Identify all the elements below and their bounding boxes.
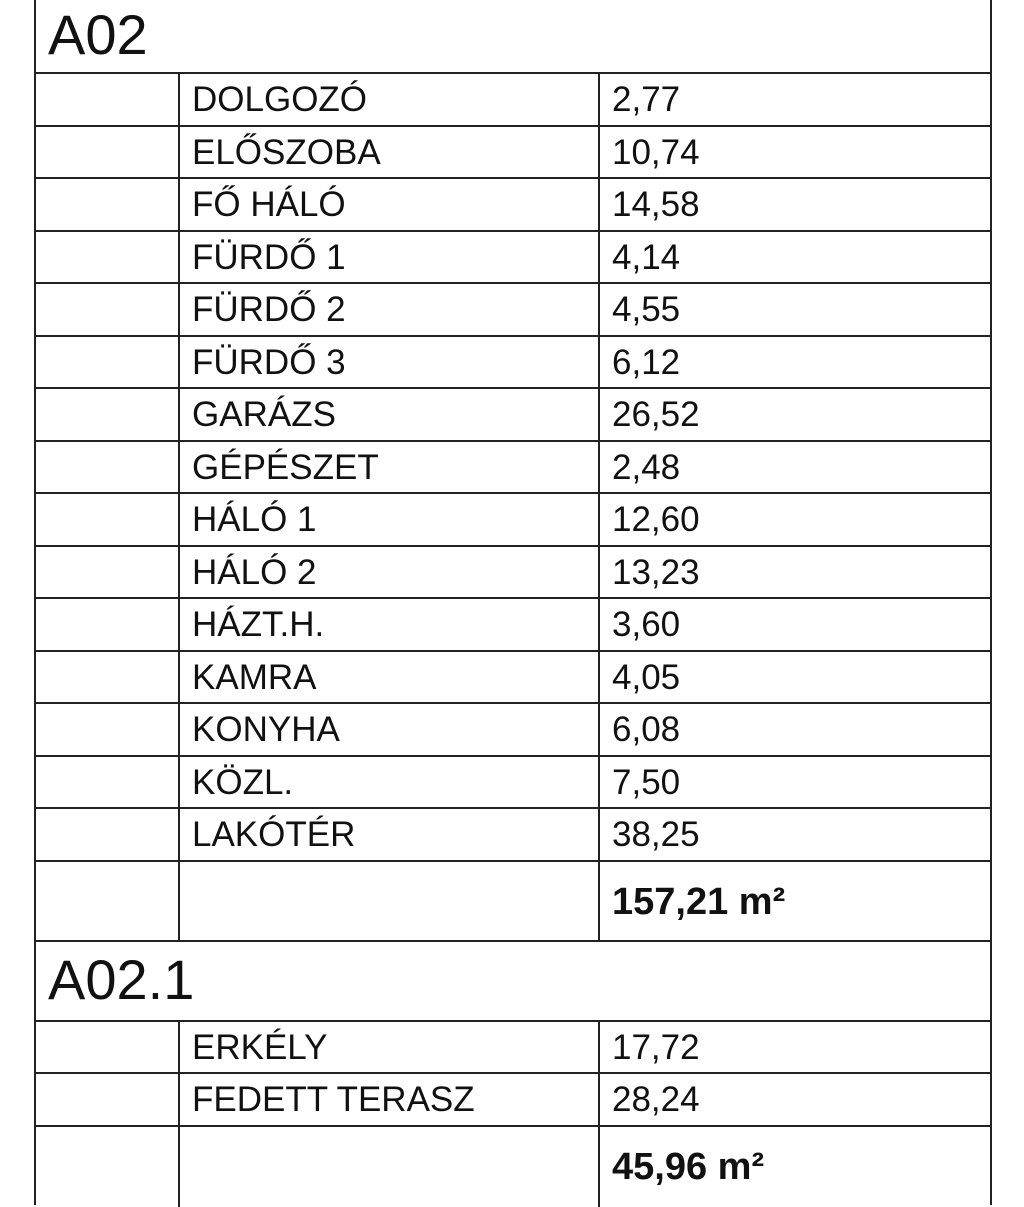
room-name: FÜRDŐ 3 <box>180 337 600 388</box>
total-row <box>36 1127 990 1207</box>
table-row <box>36 1022 990 1075</box>
table-row <box>36 284 990 337</box>
room-area: 6,12 <box>612 342 681 382</box>
table-row <box>36 389 990 442</box>
room-area: 6,08 <box>612 710 681 749</box>
room-area: 7,50 <box>612 762 681 802</box>
room-name: KONYHA <box>180 704 600 755</box>
table-row <box>36 757 990 810</box>
room-name: FEDETT TERASZ <box>180 1074 600 1125</box>
room-name: HÁLÓ 2 <box>180 547 600 598</box>
room-name: GARÁZS <box>180 389 600 440</box>
room-area: 2,48 <box>612 447 681 487</box>
total-area: 45,96 m² <box>612 1145 765 1188</box>
room-area: 10,74 <box>612 132 700 172</box>
room-name: KAMRA <box>180 652 600 703</box>
room-area: 26,52 <box>612 395 700 434</box>
room-area: 13,23 <box>612 552 700 592</box>
table-row <box>36 547 990 600</box>
room-area: 12,60 <box>612 500 700 539</box>
room-area-table <box>34 0 992 1205</box>
room-area: 17,72 <box>612 1027 700 1067</box>
table-row <box>36 1074 990 1127</box>
table-row <box>36 337 990 390</box>
table-row <box>36 442 990 495</box>
room-name: ELŐSZOBA <box>180 127 600 178</box>
room-area: 14,58 <box>612 185 700 224</box>
room-area: 4,55 <box>612 290 681 329</box>
table-row <box>36 127 990 180</box>
room-name: LAKÓTÉR <box>180 809 600 860</box>
room-area: 28,24 <box>612 1080 700 1119</box>
table-row <box>36 74 990 127</box>
room-area: 38,25 <box>612 815 700 854</box>
table-row <box>36 704 990 757</box>
room-name: HÁZT.H. <box>180 599 600 650</box>
room-area: 3,60 <box>612 605 681 644</box>
room-name: HÁLÓ 1 <box>180 494 600 545</box>
section-title: A02 <box>36 0 990 74</box>
room-area: 4,14 <box>612 237 681 277</box>
room-name: KÖZL. <box>180 757 600 808</box>
table-row <box>36 599 990 652</box>
table-row <box>36 809 990 862</box>
room-name: FÜRDŐ 1 <box>180 232 600 283</box>
section-title: A02.1 <box>36 942 990 1022</box>
room-list <box>36 1022 990 1127</box>
total-area: 157,21 m² <box>612 880 786 923</box>
room-name: DOLGOZÓ <box>180 74 600 125</box>
table-row <box>36 652 990 705</box>
room-name: FÜRDŐ 2 <box>180 284 600 335</box>
room-name: ERKÉLY <box>180 1022 600 1073</box>
table-row <box>36 494 990 547</box>
room-name: FŐ HÁLÓ <box>180 179 600 230</box>
room-area: 4,05 <box>612 657 681 697</box>
table-row <box>36 232 990 285</box>
room-list <box>36 74 990 862</box>
room-area: 2,77 <box>612 80 681 119</box>
room-name: GÉPÉSZET <box>180 442 600 493</box>
table-row <box>36 179 990 232</box>
total-row <box>36 862 990 942</box>
